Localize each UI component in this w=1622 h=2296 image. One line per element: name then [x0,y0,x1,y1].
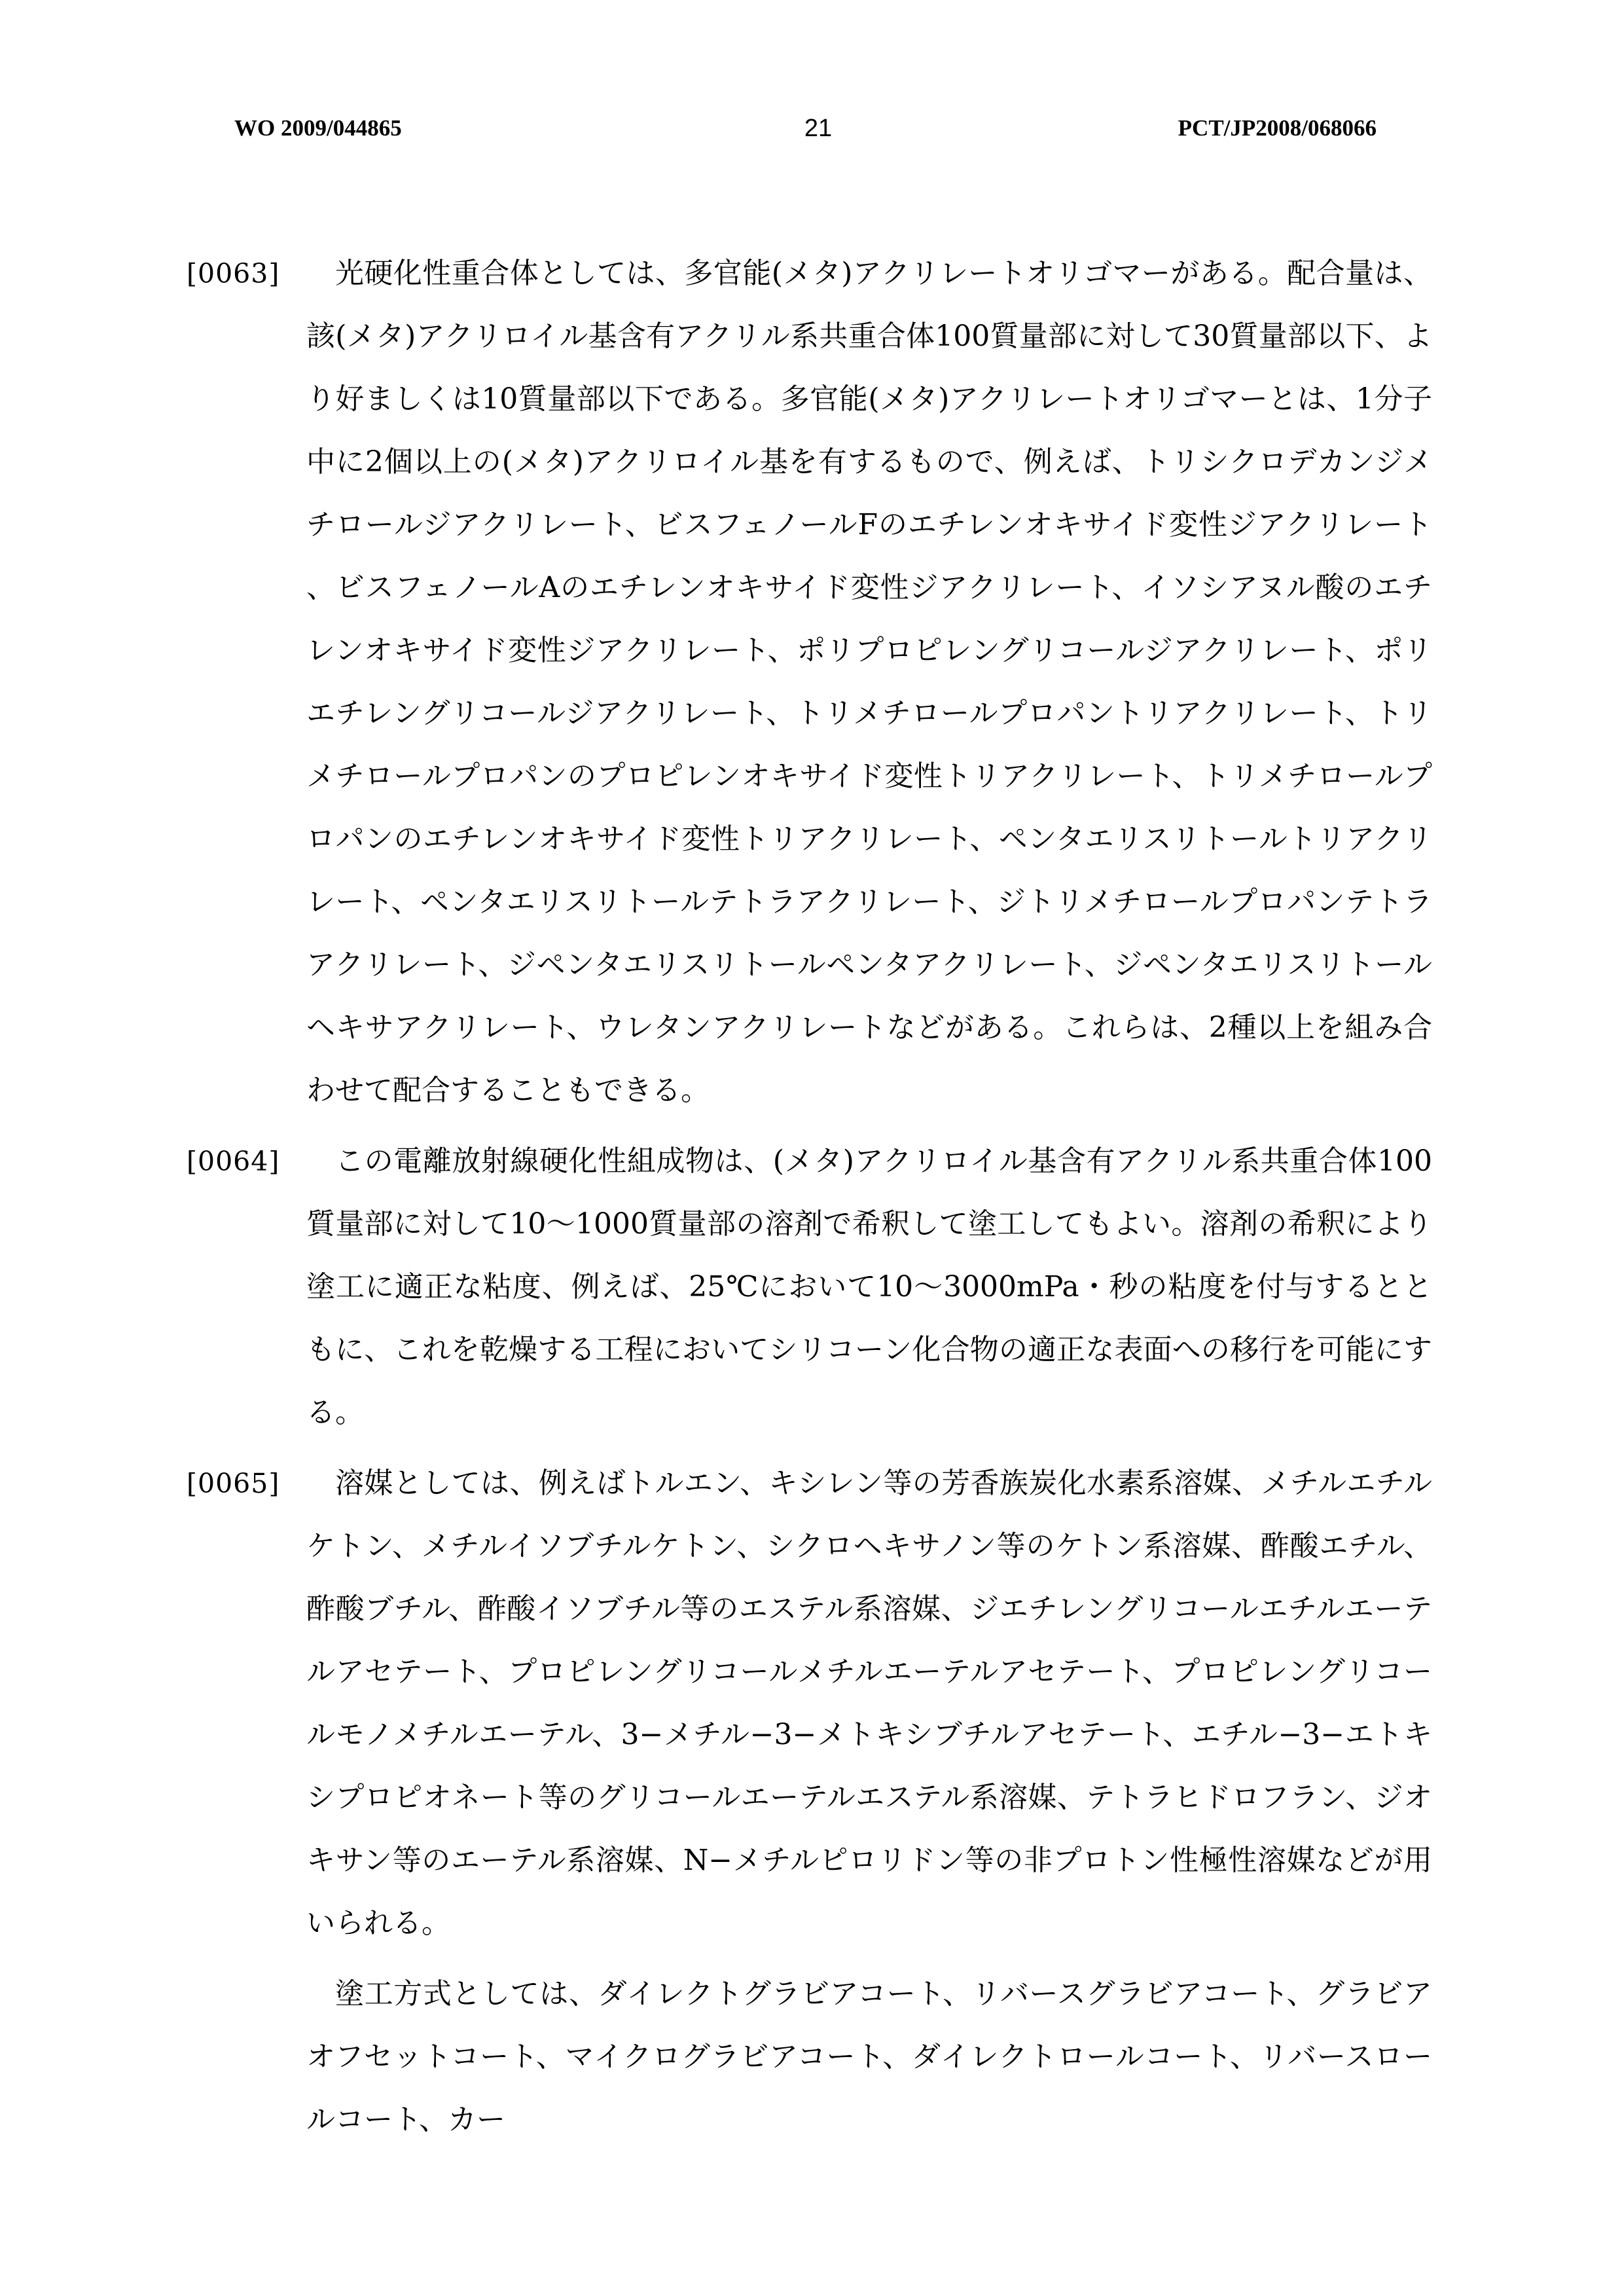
paragraph-continuation [0,1963,1622,2151]
paragraph-text: 光硬化性重合体としては、多官能(メタ)アクリレートオリゴマーがある。配合量は、該(メタ)アクリロイル基含有アクリル系共重合体100質量部に対して30質量部以下、より好ましくは10質量部以下である。多官能(メタ)アクリレートオリゴマーとは、1分子中に2個以上の(メタ)アクリロイル基を有するもので、例えば、トリシクロデカンジメチロールジアクリレート、ビスフェノールFのエチレンオキサイド変性ジアクリレート、ビスフェノールAのエチレンオキサイド変性ジアクリレート、イソシアヌル酸のエチレンオキサイド変性ジアクリレート、ポリプロピレングリコールジアクリレート、ポリエチレングリコールジアクリレート、トリメチロールプロパントリアクリレート、トリメチロールプロパンのプロピレンオキサイド変性トリアクリレート、トリメチロールプロパンのエチレンオキサイド変性トリアクリレート、ペンタエリスリトールトリアクリレート、ペンタエリスリトールテトラアクリレート、ジトリメチロールプロパンテトラアクリレート、ジペンタエリスリトールペンタアクリレート、ジペンタエリスリトールヘキサアクリレート、ウレタンアクリレートなどがある。これらは、2種以上を組み合わせて配合することもできる。 [306,257,1432,1107]
document-body [0,242,1622,2159]
page-number: 21 [804,115,833,142]
publication-number: WO 2009/044865 [234,115,402,141]
application-number: PCT/JP2008/068066 [1178,115,1377,141]
paragraph-0065 [0,1452,1622,1955]
paragraph-number: [0063] [187,258,280,289]
paragraph-text: 溶媒としては、例えばトルエン、キシレン等の芳香族炭化水素系溶媒、メチルエチルケトン、メチルイソブチルケトン、シクロヘキサノン等のケトン系溶媒、酢酸エチル、酢酸ブチル、酢酸イソブチル等のエステル系溶媒、ジエチレングリコールエチルエーテルアセテート、プロピレングリコールメチルエーテルアセテート、プロピレングリコールモノメチルエーテル、3−メチル−3−メトキシブチルアセテート、エチル−3−エトキシプロピオネート等のグリコールエーテルエステル系溶媒、テトラヒドロフラン、ジオキサン等のエーテル系溶媒、N−メチルピロリドン等の非プロトン性極性溶媒などが用いられる。 [306,1467,1432,1940]
paragraph-0063 [0,242,1622,1122]
paragraph-text: 塗工方式としては、ダイレクトグラビアコート、リバースグラビアコート、グラビアオフセットコート、マイクログラビアコート、ダイレクトロールコート、リバースロールコート、カー [306,1977,1432,2136]
paragraph-text: この電離放射線硬化性組成物は、(メタ)アクリロイル基含有アクリル系共重合体100質量部に対して10〜1000質量部の溶剤で希釈して塗工してもよい。溶剤の希釈により塗工に適正な粘度、例えば、25℃において10〜3000mPa・秒の粘度を付与するとともに、これを乾燥する工程においてシリコーン化合物の適正な表面への移行を可能にする。 [306,1144,1432,1429]
paragraph-0064 [0,1130,1622,1444]
paragraph-number: [0065] [187,1468,280,1499]
paragraph-number: [0064] [187,1146,280,1177]
page-header [0,109,1622,148]
